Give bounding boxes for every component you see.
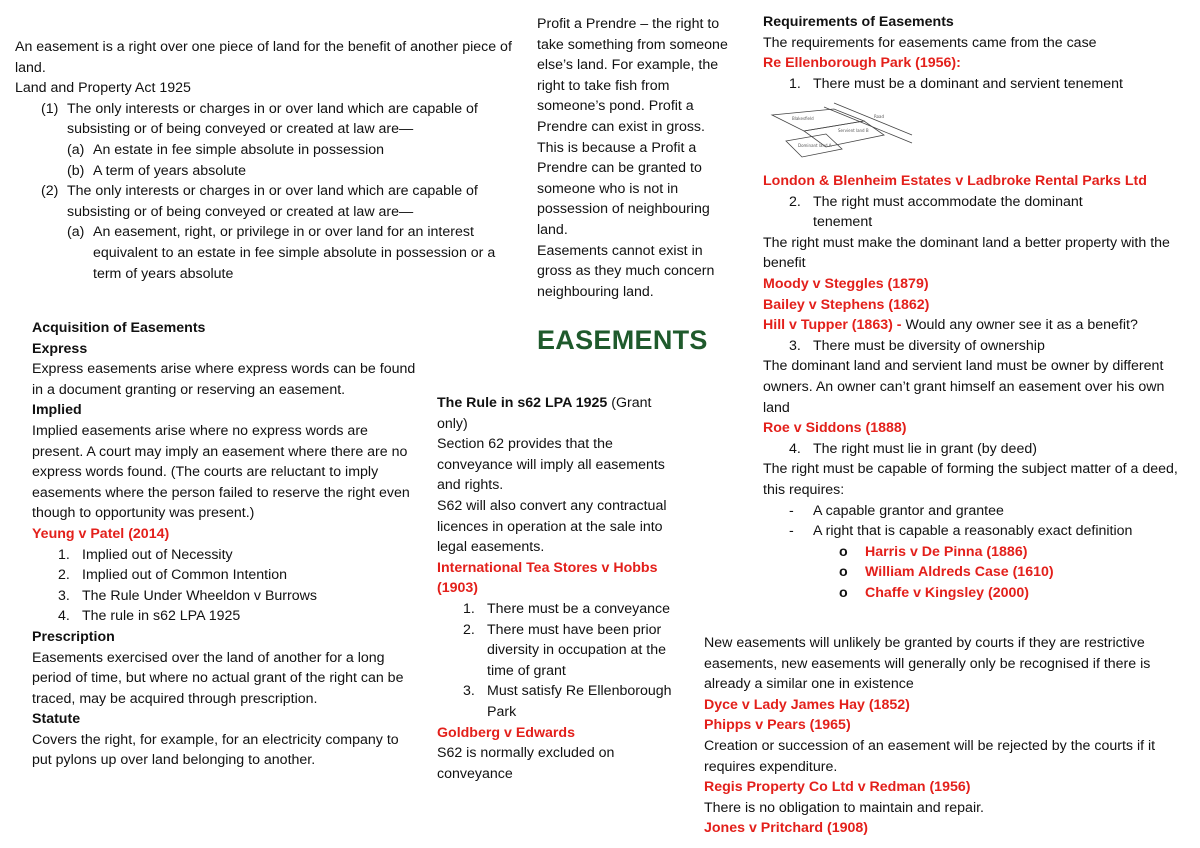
- case-citation: Chaffe v Kingsley (2000): [865, 584, 1030, 601]
- case-note: Would any owner see it as a benefit?: [901, 317, 1138, 334]
- case-citation: Bailey v Stephens (1862): [763, 296, 930, 313]
- case-citation: Goldberg v Edwards: [437, 724, 575, 741]
- req-text: The right must make the dominant land a better property with the benefit: [763, 234, 1170, 272]
- s62-block: [437, 393, 673, 784]
- req-text: The dominant land and servient land must be owner by different owners. An owner can’t grant himself an easement over his own land: [763, 358, 1165, 416]
- page-title: EASEMENTS: [537, 325, 708, 355]
- profit-block: [537, 14, 733, 302]
- s62-text: S62 is normally excluded on conveyance: [437, 745, 615, 782]
- diagram-label: Dominant land A: [798, 143, 832, 148]
- req-text: The requirements for easements came from the case: [763, 34, 1097, 51]
- list-item: 2. Implied out of Common Intention: [58, 567, 288, 584]
- case-citation: Jones v Pritchard (1908): [704, 820, 869, 837]
- new-easements-text: New easements will unlikely be granted by courts if they are restrictive easements, new easements will generally only be recognised if there is already a similar one in existence: [704, 635, 1151, 693]
- list-item: 3. Must satisfy Re Ellenborough Park: [463, 683, 672, 720]
- list-item: 3. The Rule Under Wheeldon v Burrows: [58, 587, 317, 604]
- section-heading: The Rule in s62 LPA 1925: [437, 395, 608, 411]
- bullet-icon: o: [839, 584, 848, 601]
- list-item: - A capable grantor and grantee: [789, 502, 1004, 519]
- heading-note: (Grant only): [437, 395, 652, 432]
- s62-text: S62 will also convert any contractual licences in operation at the sale into legal easements.: [437, 497, 667, 556]
- list-item: (a) An easement, right, or privilege in or over land for an interest equivalent to an estate in fee simple absolute in possession or a term of years absolute: [67, 224, 496, 282]
- list-item: 1. Implied out of Necessity: [58, 546, 233, 563]
- list-item: (1) The only interests or charges in or over land which are capable of subsisting or of being conveyed or created at law are—: [41, 100, 478, 138]
- new-easements-block: [704, 633, 1192, 839]
- req-text: The right must be capable of forming the subject matter of a deed, this requires:: [763, 461, 1178, 498]
- bullet-icon: o: [839, 564, 848, 581]
- list-item: - A right that is capable a reasonably exact definition: [789, 523, 1133, 540]
- requirements-block-continued: [763, 171, 1188, 603]
- case-citation: Roe v Siddons (1888): [763, 420, 907, 437]
- case-citation: London & Blenheim Estates v Ladbroke Rental Parks Ltd: [763, 173, 1147, 189]
- definition-block: [15, 37, 515, 284]
- section-heading: Acquisition of Easements: [32, 320, 206, 336]
- list-item: [763, 542, 1188, 563]
- list-item: (a) An estate in fee simple absolute in possession: [67, 141, 385, 158]
- case-citation: Re Ellenborough Park (1956):: [763, 55, 961, 72]
- implied-text: Implied easements arise where no express words are present. A court may imply an easement where there are no express words found. (The courts are reluctant to imply easements where the person failed to reserve the right even though to opportunity was present.): [32, 422, 410, 522]
- list-item: 4. The right must lie in grant (by deed): [789, 440, 1037, 457]
- list-item: [763, 562, 1188, 583]
- subheading-implied: Implied: [32, 402, 82, 419]
- subheading-statute: Statute: [32, 711, 81, 728]
- subheading-prescription: Prescription: [32, 628, 115, 645]
- list-item: 3. There must be diversity of ownership: [789, 337, 1045, 354]
- case-citation: Dyce v Lady James Hay (1852): [704, 696, 910, 713]
- s62-text: Section 62 provides that the conveyance will imply all easements and rights.: [437, 436, 665, 494]
- requirements-block: [763, 12, 1188, 94]
- list-item: 1. There must be a conveyance: [463, 600, 670, 617]
- intro-text: An easement is a right over one piece of land for the benefit of another piece of land.: [15, 39, 512, 76]
- statute-text: Covers the right, for example, for an electricity company to put pylons up over land belonging to another.: [32, 731, 399, 769]
- new-easements-text: Creation or succession of an easement will be rejected by the courts if it requires expenditure.: [704, 737, 1156, 775]
- list-item: [763, 583, 1188, 604]
- subheading-express: Express: [32, 340, 88, 357]
- diagram-label: Road: [874, 114, 885, 119]
- case-citation: Hill v Tupper (1863) -: [763, 317, 902, 334]
- tenement-diagram: [764, 101, 914, 161]
- diagram-label: Servient land B: [838, 128, 869, 133]
- section-heading: Requirements of Easements: [763, 14, 954, 30]
- list-item: 2. There must have been prior diversity in occupation at the time of grant: [463, 621, 667, 679]
- case-citation: Phipps v Pears (1965): [704, 717, 851, 734]
- list-item: (2) The only interests or charges in or over land which are capable of subsisting or of being conveyed or created at law are—: [41, 183, 478, 220]
- express-text: Express easements arise where express words can be found in a document granting or reserving an easement.: [32, 361, 416, 398]
- list-item: (b) A term of years absolute: [67, 162, 246, 179]
- prescription-text: Easements exercised over the land of another for a long period of time, but where no actual grant of the right can be traced, may be acquired through prescription.: [32, 649, 404, 707]
- road-line: [824, 107, 912, 143]
- case-citation: Regis Property Co Ltd v Redman (1956): [704, 779, 971, 796]
- list-item: 4. The rule in s62 LPA 1925: [58, 608, 241, 625]
- gross-text: Easements cannot exist in gross as they much concern neighbouring land.: [537, 242, 715, 300]
- case-citation: International Tea Stores v Hobbs (1903): [437, 559, 658, 597]
- case-citation: William Aldreds Case (1610): [865, 564, 1054, 581]
- case-citation: Moody v Steggles (1879): [763, 275, 929, 292]
- profit-text: Profit a Prendre – the right to take something from someone else’s land. For example, the right to take fish from someone’s pond. Profit a Prendre can exist in gross. This is because a Profit a Prendre can be granted to someone who is not in possession of neighbouring land.: [537, 16, 728, 238]
- list-item: 2. The right must accommodate the dominant tenement: [789, 193, 1083, 231]
- bullet-icon: o: [839, 543, 848, 560]
- act-title: Land and Property Act 1925: [15, 80, 191, 97]
- acquisition-block: [32, 318, 422, 771]
- list-item: 1. There must be a dominant and servient tenement: [789, 75, 1123, 92]
- case-citation: Harris v De Pinna (1886): [865, 543, 1028, 560]
- case-citation: Yeung v Patel (2014): [32, 525, 170, 542]
- diagram-label: Blakesfield: [792, 116, 814, 121]
- new-easements-text: There is no obligation to maintain and repair.: [704, 799, 984, 816]
